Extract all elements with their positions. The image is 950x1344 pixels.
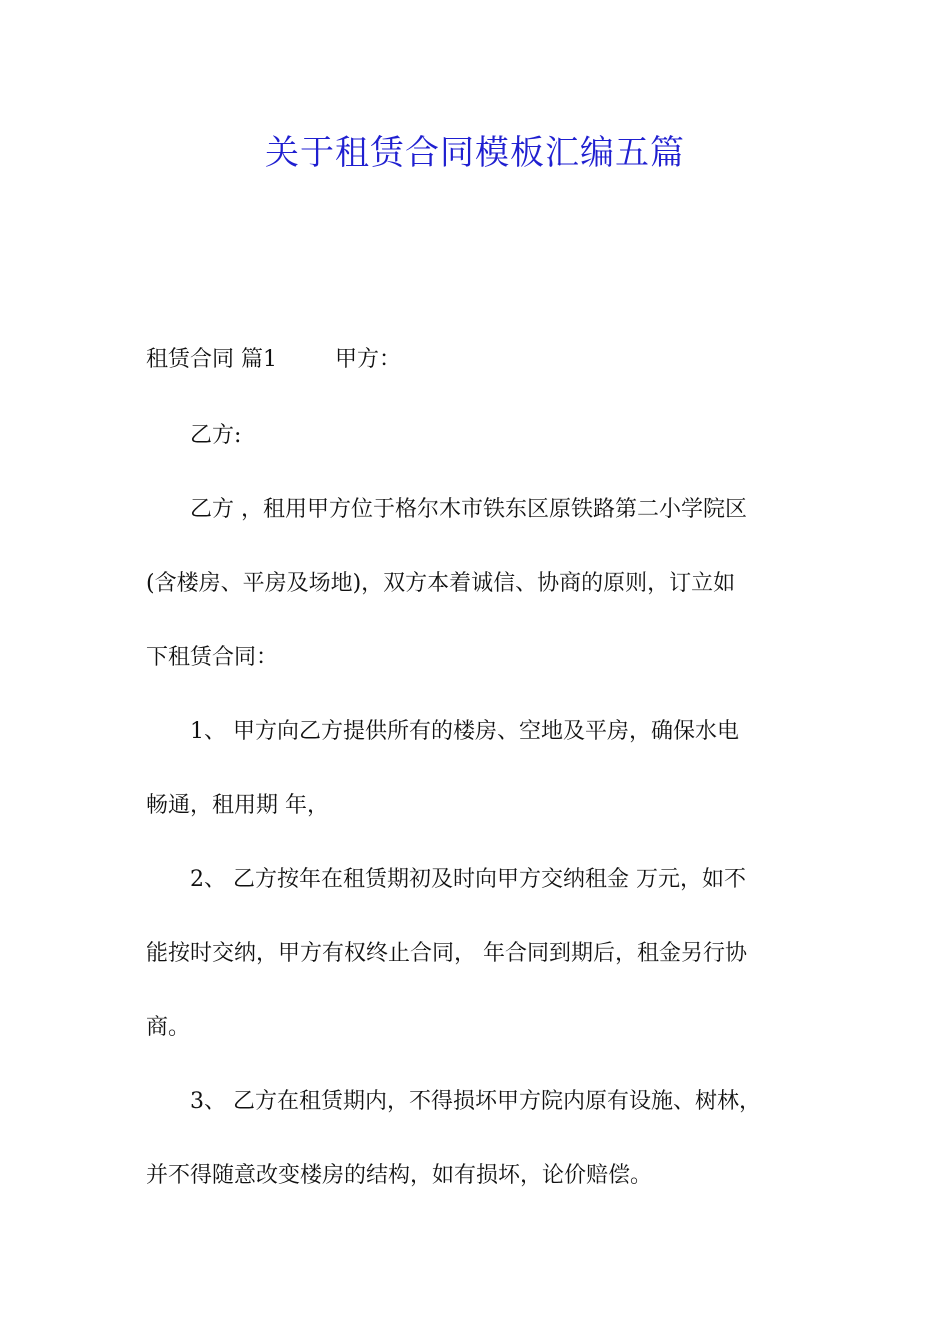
party-b-line: 乙方:: [190, 423, 242, 448]
clause-line: 畅通，租用期 年，: [146, 793, 329, 818]
contract-heading-line: [146, 345, 826, 375]
clause-line: 1、 甲方向乙方提供所有的楼房、空地及平房，确保水电: [190, 719, 739, 744]
clause-line: 3、 乙方在租赁期内，不得损坏甲方院内原有设施、树林，: [190, 1089, 761, 1114]
clause-line: 能按时交纳，甲方有权终止合同， 年合同到期后，租金另行协: [146, 941, 747, 966]
clause-line: 并不得随意改变楼房的结构，如有损坏，论价赔偿。: [146, 1163, 653, 1188]
paragraph-line: 下租赁合同：: [146, 645, 279, 670]
clause-line: 商。: [146, 1015, 191, 1040]
party-a-label: 甲方：: [335, 347, 402, 372]
paragraph-line: 乙方 ，租用甲方位于格尔木市铁东区原铁路第二小学院区: [190, 497, 747, 522]
document-title: 关于租赁合同模板汇编五篇: [265, 133, 685, 173]
contract-heading: 租赁合同 篇1: [146, 347, 277, 372]
clause-line: 2、 乙方按年在租赁期初及时向甲方交纳租金 万元，如不: [190, 867, 746, 892]
paragraph-line: (含楼房、平房及场地)，双方本着诚信、协商的原则，订立如: [146, 571, 736, 596]
